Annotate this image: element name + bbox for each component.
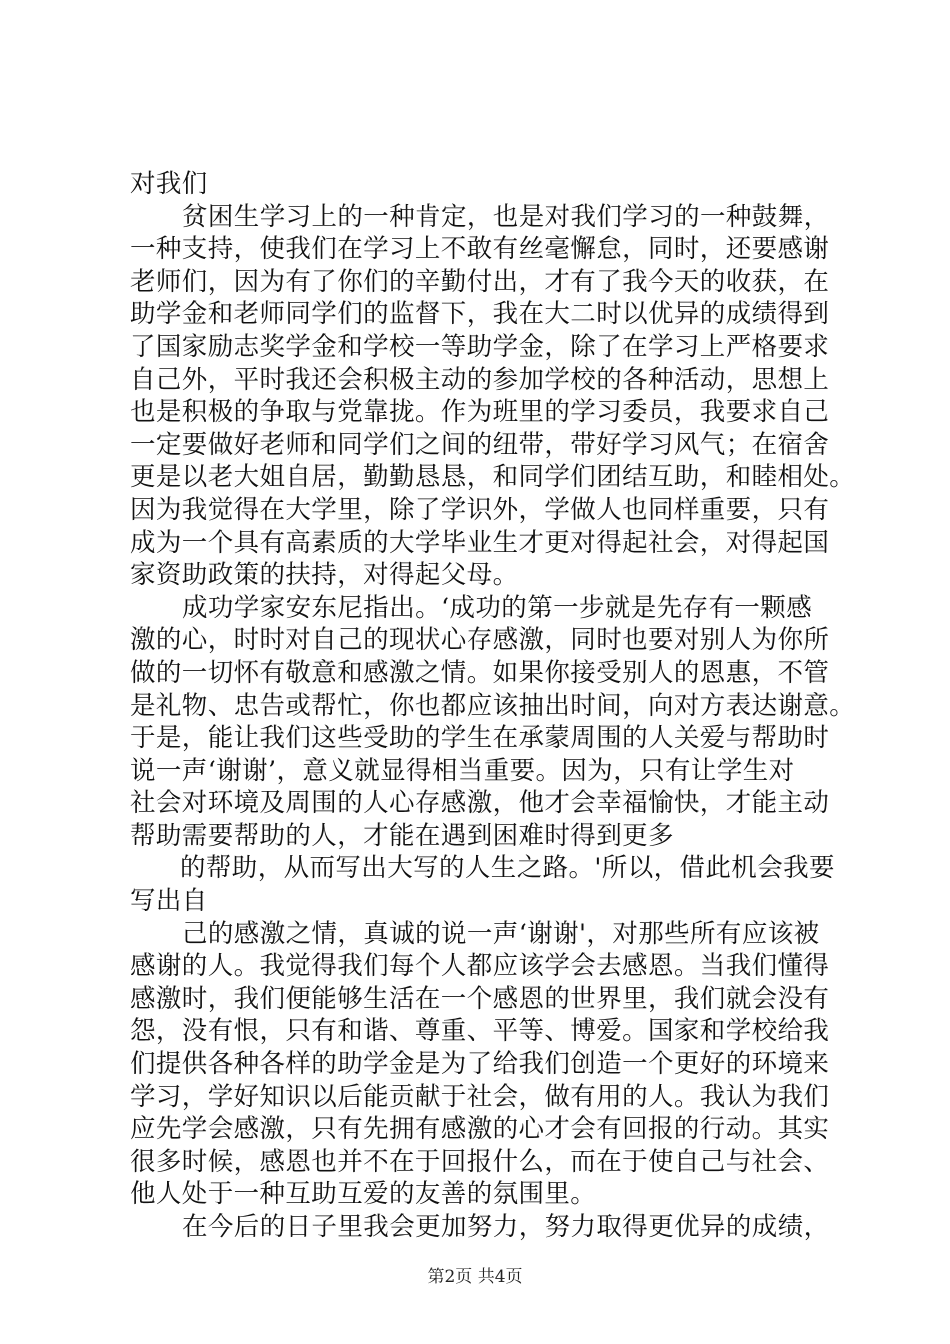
text-line: 激的心，时时对自己的现状心存感激，同时也要对别人为你所	[130, 625, 830, 656]
text-line: 贫困生学习上的一种肯定，也是对我们学习的一种鼓舞，	[182, 201, 830, 232]
text-line: 更是以老大姐自居，勤勤恳恳，和同学们团结互助，和睦相处。	[130, 462, 856, 493]
page-footer: 第2页 共4页	[427, 1267, 523, 1287]
text-line: 己的感激之情，真诚的说一声‘谢谢'，对那些所有应该被	[182, 918, 820, 949]
text-line: 一定要做好老师和同学们之间的纽带，带好学习风气；在宿舍	[130, 429, 830, 460]
text-line: 在今后的日子里我会更加努力，努力取得更优异的成绩，	[182, 1212, 830, 1242]
text-line: 一种支持，使我们在学习上不敢有丝毫懈怠，同时，还要感谢	[130, 234, 830, 265]
text-line: 因为我觉得在大学里，除了学识外，学做人也同样重要，只有	[130, 494, 830, 525]
text-line: 对我们	[130, 169, 208, 199]
text-line: 很多时候，感恩也并不在于回报什么，而在于使自己与社会、	[130, 1146, 830, 1177]
text-line: 社会对环境及周围的人心存感激，他才会幸福愉快，才能主动	[130, 788, 830, 819]
text-line: 做的一切怀有敬意和感激之情。如果你接受别人的恩惠，不管	[130, 657, 830, 688]
text-line: 家资助政策的扶持，对得起父母。	[130, 560, 519, 591]
text-line: 了国家励志奖学金和学校一等助学金，除了在学习上严格要求	[130, 331, 830, 362]
text-line: 成功学家安东尼指出。‘成功的第一步就是先存有一颗感	[182, 592, 813, 623]
text-line: 也是积极的争取与党靠拢。作为班里的学习委员，我要求自己	[130, 397, 830, 428]
text-line: 自己外，平时我还会积极主动的参加学校的各种活动，思想上	[130, 364, 830, 395]
text-line: 帮助需要帮助的人，才能在遇到困难时得到更多	[130, 820, 674, 851]
text-line: 们提供各种各样的助学金是为了给我们创造一个更好的环境来	[130, 1049, 830, 1080]
text-line: 怨，没有恨，只有和谐、尊重、平等、博爱。国家和学校给我	[130, 1016, 830, 1047]
text-line: 他人处于一种互助互爱的友善的氛围里。	[130, 1179, 597, 1210]
text-line: 感谢的人。我觉得我们每个人都应该学会去感恩。当我们懂得	[130, 951, 830, 982]
text-line: 感激时，我们便能够生活在一个感恩的世界里，我们就会没有	[130, 983, 830, 1014]
text-line: 于是，能让我们这些受助的学生在承蒙周围的人关爱与帮助时	[130, 723, 830, 754]
document-body	[130, 168, 856, 1244]
text-line: 成为一个具有高素质的大学毕业生才更对得起社会，对得起国	[130, 527, 830, 558]
text-line: 是礼物、忠告或帮忙，你也都应该抽出时间，向对方表达谢意。	[130, 690, 856, 721]
text-line: 助学金和老师同学们的监督下，我在大二时以优异的成绩得到	[130, 299, 830, 330]
text-line: 说一声‘谢谢’，意义就显得相当重要。因为，只有让学生对	[130, 755, 795, 786]
text-line: 的帮助，从而写出大写的人生之路。'所以，借此机会我要	[180, 853, 835, 884]
text-line: 老师们，因为有了你们的辛勤付出，才有了我今天的收获，在	[130, 266, 830, 297]
text-line: 写出自	[130, 886, 208, 917]
text-line: 学习，学好知识以后能贡献于社会，做有用的人。我认为我们	[130, 1081, 830, 1112]
text-line: 应先学会感激，只有先拥有感激的心才会有回报的行动。其实	[130, 1114, 830, 1145]
